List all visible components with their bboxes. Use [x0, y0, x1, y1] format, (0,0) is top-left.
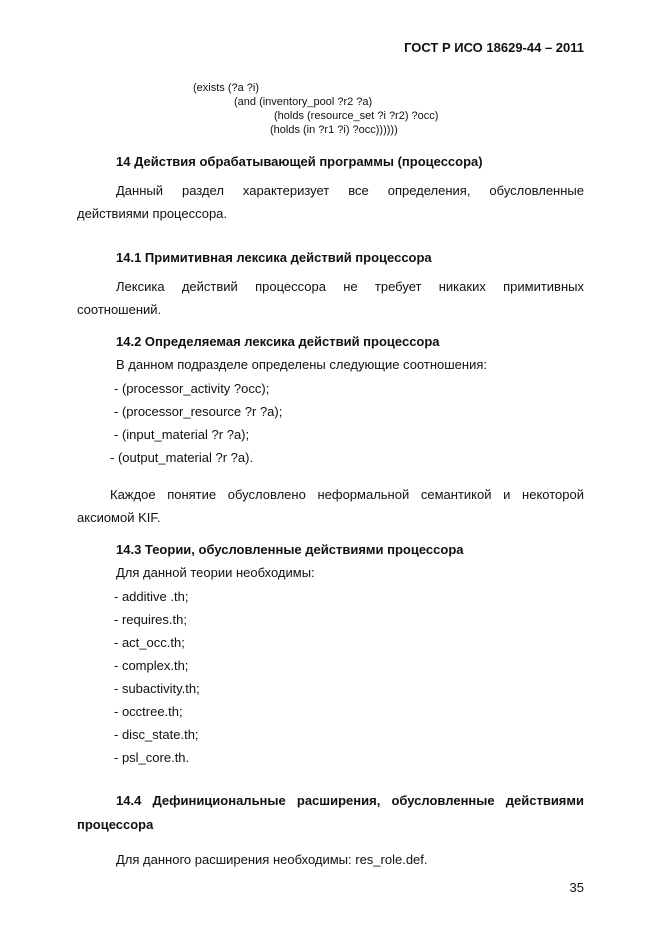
section-14-2-intro: В данном подразделе определены следующие соотношения:	[116, 357, 487, 372]
list-item: - (input_material ?r ?a);	[114, 427, 250, 442]
code-line: (holds (in ?r1 ?i) ?occ))))))	[270, 124, 398, 136]
list-item: - psl_core.th.	[114, 750, 190, 765]
list-item: - (processor_activity ?occ);	[114, 381, 270, 396]
code-line: (holds (resource_set ?i ?r2) ?occ)	[274, 110, 439, 122]
list-item: - disc_state.th;	[114, 727, 199, 742]
section-14-3-heading: 14.3 Теории, обусловленные действиями процессора	[116, 542, 464, 557]
list-item: - subactivity.th;	[114, 681, 200, 696]
section-14-1-paragraph-line: соотношений.	[77, 302, 162, 317]
section-14-heading: 14 Действия обрабатывающей программы (процессора)	[116, 154, 483, 169]
list-item: - complex.th;	[114, 658, 189, 673]
section-14-4-heading-line: 14.4 Дефинициональные расширения, обусловленные действиями	[116, 793, 584, 808]
list-item: - (processor_resource ?r ?a);	[114, 404, 283, 419]
section-14-1-paragraph-line: Лексика действий процессора не требует никаких примитивных	[116, 279, 584, 294]
section-14-paragraph-line: действиями процессора.	[77, 206, 228, 221]
list-item: - (output_material ?r ?a).	[110, 450, 254, 465]
code-line: (and (inventory_pool ?r2 ?a)	[234, 96, 373, 108]
section-14-4-paragraph: Для данного расширения необходимы: res_role.def.	[116, 852, 428, 867]
section-14-2-heading: 14.2 Определяемая лексика действий процессора	[116, 334, 440, 349]
list-item: - additive .th;	[114, 589, 189, 604]
document-header: ГОСТ Р ИСО 18629-44 – 2011	[404, 40, 584, 55]
section-14-4-heading-line: процессора	[77, 817, 154, 832]
section-14-3-intro: Для данной теории необходимы:	[116, 565, 315, 580]
list-item: - requires.th;	[114, 612, 187, 627]
list-item: - occtree.th;	[114, 704, 183, 719]
page-number: 35	[569, 880, 584, 895]
section-14-2-paragraph-line: аксиомой KIF.	[77, 510, 161, 525]
section-14-1-heading: 14.1 Примитивная лексика действий процессора	[116, 250, 432, 265]
code-line: (exists (?a ?i)	[193, 82, 260, 94]
section-14-2-paragraph-line: Каждое понятие обусловлено неформальной семантикой и некоторой	[110, 487, 584, 502]
section-14-paragraph-line: Данный раздел характеризует все определения, обусловленные	[116, 183, 584, 198]
list-item: - act_occ.th;	[114, 635, 185, 650]
